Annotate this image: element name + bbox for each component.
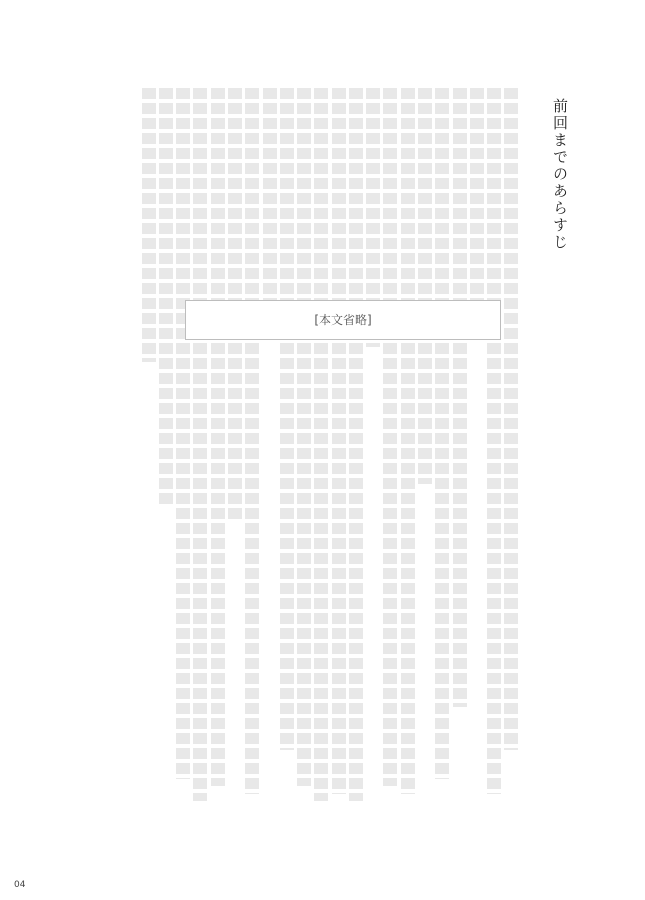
text-column bbox=[263, 88, 277, 304]
text-column bbox=[159, 88, 173, 506]
text-column bbox=[453, 88, 467, 707]
text-column bbox=[142, 88, 156, 362]
text-column bbox=[314, 88, 328, 801]
page-number: 04 bbox=[14, 880, 26, 890]
text-column bbox=[435, 88, 449, 779]
text-column bbox=[418, 88, 432, 484]
text-column bbox=[401, 88, 415, 794]
text-column bbox=[193, 88, 207, 801]
synopsis-heading: 前回までのあらすじ bbox=[551, 98, 569, 251]
text-column bbox=[245, 88, 259, 794]
text-column bbox=[504, 88, 518, 750]
text-column bbox=[297, 88, 311, 786]
text-column bbox=[280, 88, 294, 750]
text-column bbox=[332, 88, 346, 794]
text-column bbox=[487, 88, 501, 794]
body-text-block bbox=[140, 88, 520, 808]
text-column bbox=[349, 88, 363, 801]
text-column bbox=[383, 88, 397, 786]
text-column bbox=[211, 88, 225, 786]
omitted-body-notice: [本文省略] bbox=[185, 300, 501, 340]
text-column bbox=[176, 88, 190, 779]
